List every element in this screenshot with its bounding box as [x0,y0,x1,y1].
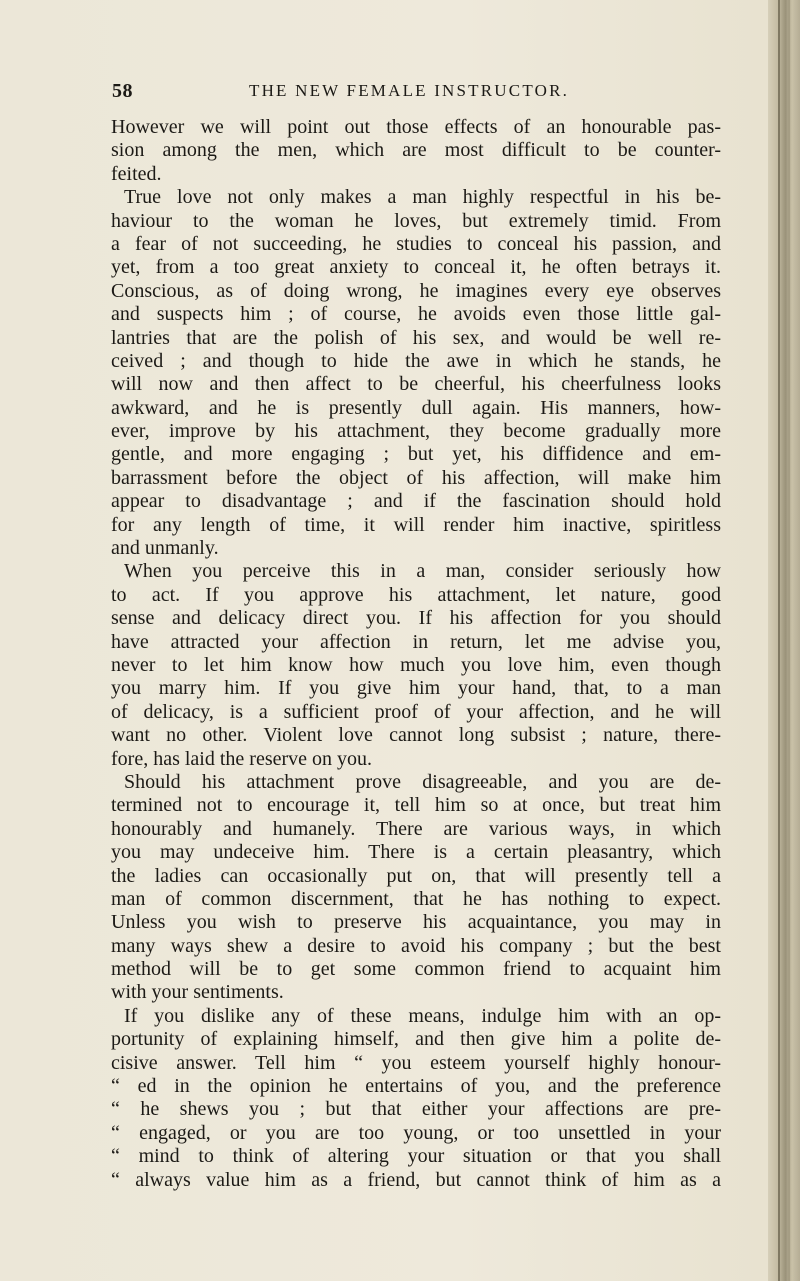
text-line: for any length of time, it will render him inactive, spiritless [111,513,721,536]
text-line: Conscious, as of doing wrong, he imagines every eye observes [111,279,721,302]
text-line: “ he shews you ; but that either your affections are pre- [111,1098,721,1121]
text-line: “ ed in the opinion he entertains of you, and the preference [111,1075,721,1098]
text-line: will now and then affect to be cheerful, his cheerfulness looks [111,373,721,396]
text-line: “ engaged, or you are too young, or too unsettled in your [111,1121,721,1144]
text-line: never to let him know how much you love him, even though [111,653,721,676]
text-line: of delicacy, is a sufficient proof of your affection, and he will [111,700,721,723]
text-line: cisive answer. Tell him “ you esteem yourself highly honour- [111,1051,721,1074]
text-line: feited. [111,162,162,185]
page-edge [768,0,800,1281]
text-line: awkward, and he is presently dull again. His manners, how- [111,396,721,419]
body-text [111,116,721,1192]
text-line: ceived ; and though to hide the awe in which he stands, he [111,349,721,372]
text-line: appear to disadvantage ; and if the fascination should hold [111,490,721,513]
text-line: haviour to the woman he loves, but extremely timid. From [111,209,721,232]
text-line: fore, has laid the reserve on you. [111,747,373,770]
text-line: “ always value him as a friend, but cannot think of him as a [111,1168,721,1191]
text-line: yet, from a too great anxiety to conceal it, he often betrays it. [111,256,721,279]
text-line: to act. If you approve his attachment, let nature, good [111,583,721,606]
running-title: THE NEW FEMALE INSTRUCTOR. [249,81,570,100]
text-line: and unmanly. [111,537,219,560]
text-line: man of common discernment, that he has nothing to expect. [111,887,721,910]
page-header [112,80,712,104]
text-line: lantries that are the polish of his sex, and would be well re- [111,326,721,349]
text-line: When you perceive this in a man, consider seriously how [124,560,721,583]
text-line: method will be to get some common friend to acquaint him [111,958,721,981]
text-line: True love not only makes a man highly respectful in his be- [124,186,721,209]
text-line: the ladies can occasionally put on, that will presently tell a [111,864,721,887]
text-line: However we will point out those effects of an honourable pas- [111,116,721,138]
text-line: Should his attachment prove disagreeable, and you are de- [124,770,721,793]
text-line: you may undeceive him. There is a certain pleasantry, which [111,841,721,864]
text-line: barrassment before the object of his affection, will make him [111,466,721,489]
edge-shadow-line [788,0,790,1281]
text-line: gentle, and more engaging ; but yet, his diffidence and em- [111,443,721,466]
text-line: ever, improve by his attachment, they become gradually more [111,420,721,443]
text-line: and suspects him ; of course, he avoids even those little gal- [111,303,721,326]
text-line: many ways shew a desire to avoid his company ; but the best [111,934,721,957]
text-line: want no other. Violent love cannot long subsist ; nature, there- [111,724,721,747]
text-line: honourably and humanely. There are various ways, in which [111,817,721,840]
text-line: you marry him. If you give him your hand, that, to a man [111,677,721,700]
text-line: “ mind to think of altering your situation or that you shall [111,1145,721,1168]
text-line: If you dislike any of these means, indulge him with an op- [124,1004,721,1027]
text-line: sense and delicacy direct you. If his affection for you should [111,607,721,630]
text-line: have attracted your affection in return, let me advise you, [111,630,721,653]
text-line: sion among the men, which are most difficult to be counter- [111,139,721,162]
text-line: Unless you wish to preserve his acquaintance, you may in [111,911,721,934]
page-number: 58 [112,80,133,102]
text-line: termined not to encourage it, tell him so at once, but treat him [111,794,721,817]
text-line: portunity of explaining himself, and then give him a polite de- [111,1028,721,1051]
text-line: a fear of not succeeding, he studies to conceal his passion, and [111,232,721,255]
text-line: with your sentiments. [111,981,284,1004]
edge-shadow-line [778,0,780,1281]
